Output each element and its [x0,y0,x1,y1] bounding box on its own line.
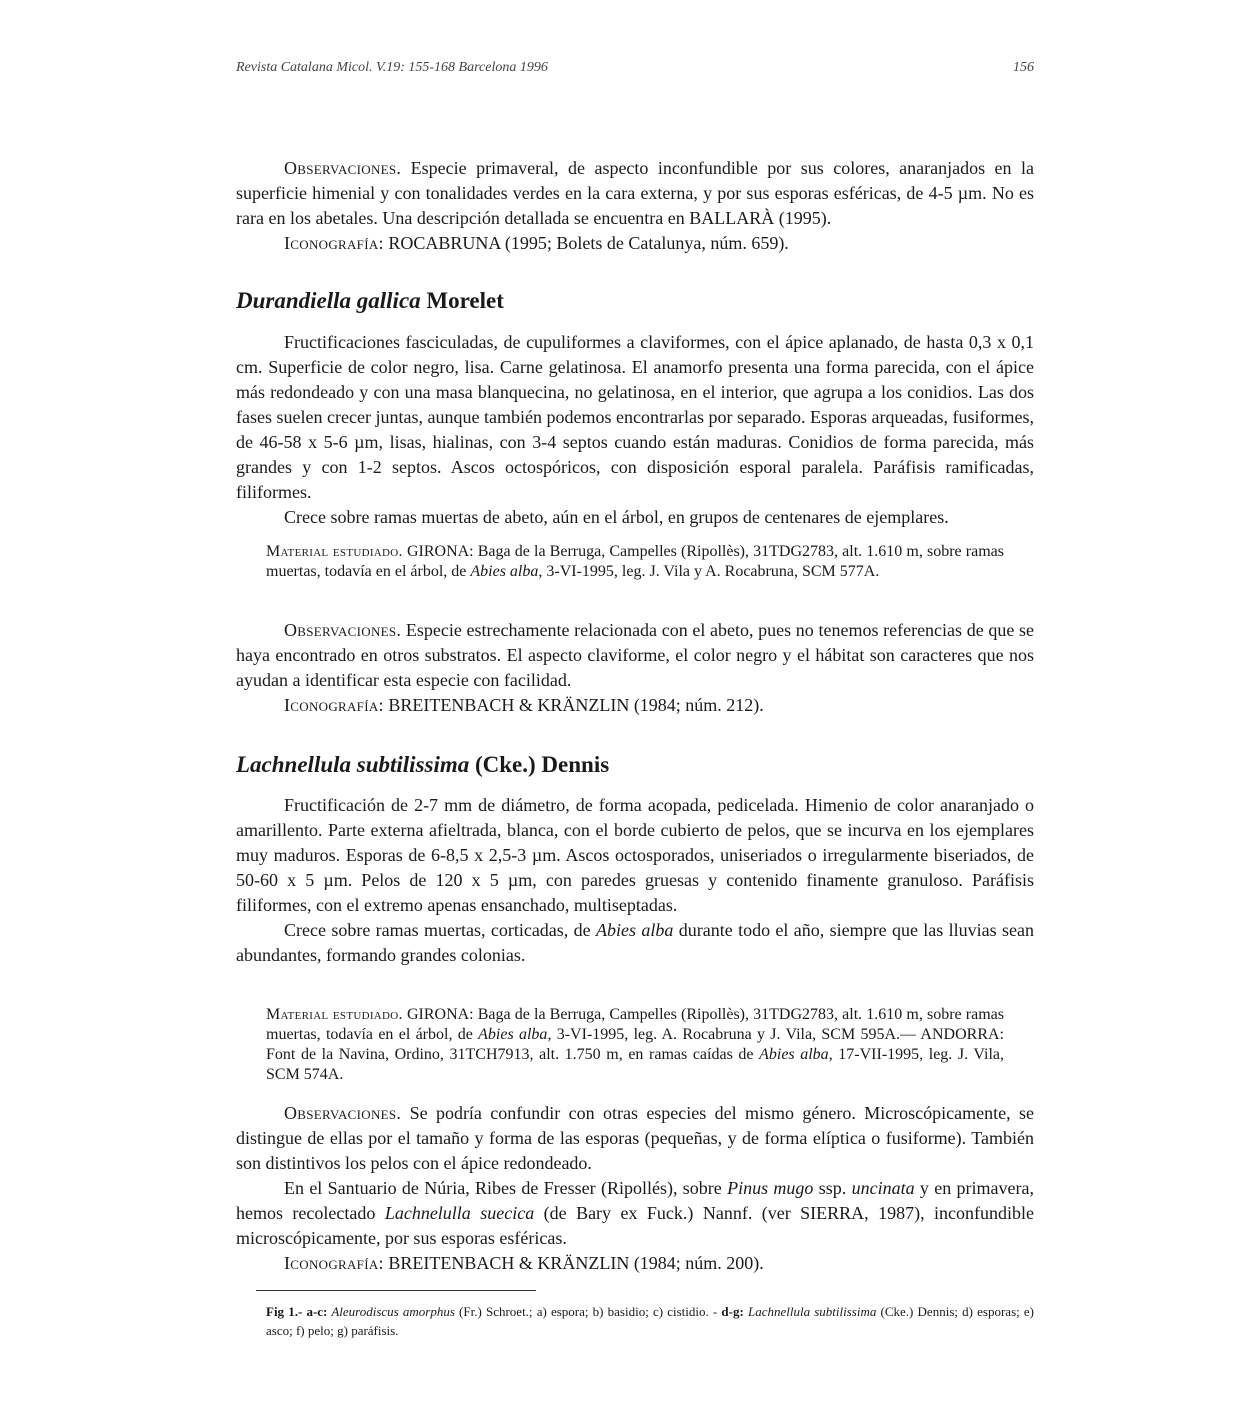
note-part: ssp. [813,1178,852,1198]
species-description-block [236,330,1034,530]
species-observations [236,618,1034,693]
intro-observations [236,156,1034,231]
iconography-label: Iconografía: [284,233,384,253]
caption-text [266,1302,1034,1340]
note-part: y en primavera, hemos recolectado [236,1178,1035,1223]
species-heading [236,286,1034,316]
taxon-name: Abies alba [478,1026,548,1043]
species-note [236,1176,1034,1251]
material-label: Material estudiado. [266,1006,403,1023]
species-observations [236,1101,1034,1176]
taxon-name: Pinus mugo [727,1178,814,1198]
intro-iconography [236,231,1034,256]
material-text [266,1005,1004,1085]
caption-part: (Cke.) Dennis; d) esporas; e) asco; f) pelo; g) paráfisis. [266,1304,1034,1338]
note-part: (de Bary ex Fuck.) Nannf. (ver SIERRA, 1987), inconfundible microscópicamente, por sus esporas esféricas. [236,1203,1035,1248]
habitat-part: durante todo el año, siempre que las lluvias sean abundantes, formando grandes colonias. [236,920,1034,965]
species-description: Fructificación de 2-7 mm de diámetro, de forma acopada, pedicelada. Himenio de color anaranjado o amarillento. Parte externa afieltrada, blanca, con el borde cubierto de pelos, que se incurva en los ejemplares muy maduros. Esporas de 6-8,5 x 2,5-3 µm. Ascos octosporados, uniseriados o irregularmente biseriados, de 50-60 x 5 µm. Pelos de 120 x 5 µm, con paredes gruesas y contenido finamente granuloso. Paráfisis filiformes, con el extremo apenas ensanchado, multiseptadas. [236,795,1034,915]
caption-fig-label: Fig 1.- a-c: [266,1304,328,1319]
page-number: 156 [1013,60,1034,75]
species-habitat [236,918,1034,968]
running-head [236,60,1034,76]
material-studied [266,542,1004,582]
species-name: Lachnellula subtilissima [236,752,470,777]
habitat-part: Crece sobre ramas muertas, corticadas, de [284,920,597,940]
species-iconography [236,693,1034,718]
taxon-name: Abies alba [470,563,539,580]
observations-label: Observaciones. [284,1103,402,1123]
taxon-name: Abies alba [759,1046,829,1063]
material-text [266,542,1004,582]
intro-section [236,156,1034,256]
material-part: , 17-VII-1995, leg. J. Vila, SCM 574A. [266,1046,1005,1083]
caption-subfig-label: d-g: [721,1304,744,1319]
material-part: GIRONA: Baga de la Berruga, Campelles (Ripollès), 31TDG2783, alt. 1.610 m, sobre ramas muertas, todavía en el árbol, de [266,1006,1004,1043]
species-habitat: Crece sobre ramas muertas de abeto, aún en el árbol, en grupos de centenares de ejemplares. [284,507,949,527]
species-description: Fructificaciones fasciculadas, de cupuliformes a claviformes, con el ápice aplanado, de hasta 0,3 x 0,1 cm. Superficie de color negro, lisa. Carne gelatinosa. El anamorfo presenta una forma parecida, con el ápice más redondeado y con una masa blanquecina, no gelatinosa, en el interior, que agrupa a los conidios. Las dos fases suelen crecer juntas, aunque también podemos encontrarlas por separado. Esporas arqueadas, fusiformes, de 46-58 x 5-6 µm, lisas, hialinas, con 3-4 septos cuando están maduras. Conidios de forma parecida, más grandes y con 1-2 septos. Ascos octospóricos, con disposición esporal paralela. Paráfisis ramificadas, filiformes. [236,332,1034,502]
species-name: Durandiella gallica [236,288,421,313]
material-part: , 3-VI-1995, leg. A. Rocabruna y J. Vila, SCM 595A.— ANDORRA: Font de la Navina, Ordino, 31TCH7913, alt. 1.750 m, en ramas caídas de [266,1026,1004,1063]
observations-text: Se podría confundir con otras especies del mismo género. Microscópicamente, se distingue de ellas por el tamaño y forma de las esporas (pequeñas, y de forma elíptica o fusiforme). También son distintivos los pelos con el ápice redondeado. [236,1103,1034,1173]
species-author: Morelet [420,288,504,313]
material-studied [266,1005,1004,1085]
material-part: GIRONA: Baga de la Berruga, Campelles (Ripollès), 31TDG2783, alt. 1.610 m, sobre ramas muertas, todavía en el árbol, de [266,543,1004,580]
iconography-text: ROCABRUNA (1995; Bolets de Catalunya, núm. 659). [383,233,789,253]
species-iconography [236,1251,1034,1276]
observations-text: Especie primaveral, de aspecto inconfundible por sus colores, anaranjados en la superficie himenial y con tonalidades verdes en la cara externa, y por sus esporas esféricas, de 4-5 µm. No es rara en los abetales. Una descripción detallada se encuentra en BALLARÀ (1995). [236,158,1034,228]
taxon-name: uncinata [851,1178,915,1198]
material-part: , 3-VI-1995, leg. J. Vila y A. Rocabruna, SCM 577A. [538,563,880,580]
species-description-block [236,793,1034,968]
species-author: (Cke.) Dennis [469,752,610,777]
species-lachnellula [236,750,1034,780]
taxon-name: Lachnelulla suecica [384,1203,535,1223]
material-label: Material estudiado. [266,543,403,560]
note-part: En el Santuario de Núria, Ribes de Fresser (Ripollés), sobre [284,1178,728,1198]
observations-text: Especie estrechamente relacionada con el abeto, pues no tenemos referencias de que se haya encontrado en otros substratos. El aspecto claviforme, el color negro y el hábitat son caracteres que nos ayudan a identificar esta especie con facilidad. [236,620,1034,690]
species-observations-block [236,618,1034,718]
taxon-name: Lachnellula subtilissima [743,1304,877,1319]
iconography-text: BREITENBACH & KRÄNZLIN (1984; núm. 200). [383,1253,764,1273]
species-heading [236,750,1034,780]
taxon-name: Aleurodiscus amorphus [327,1304,455,1319]
iconography-label: Iconografía: [284,1253,384,1273]
observations-label: Observaciones. [284,158,402,178]
iconography-text: BREITENBACH & KRÄNZLIN (1984; núm. 212). [383,695,764,715]
caption-part: (Fr.) Schroet.; a) espora; b) basidio; c) cistidio. - [454,1304,722,1319]
journal-page [236,0,1034,1411]
taxon-name: Abies alba [596,920,674,940]
species-durandiella [236,286,1034,316]
iconography-label: Iconografía: [284,695,384,715]
figure-caption [266,1302,1034,1340]
observations-label: Observaciones. [284,620,402,640]
footnote-rule [256,1290,536,1291]
journal-citation: Revista Catalana Micol. V.19: 155-168 Barcelona 1996 [236,60,548,75]
species-observations-block [236,1101,1034,1276]
